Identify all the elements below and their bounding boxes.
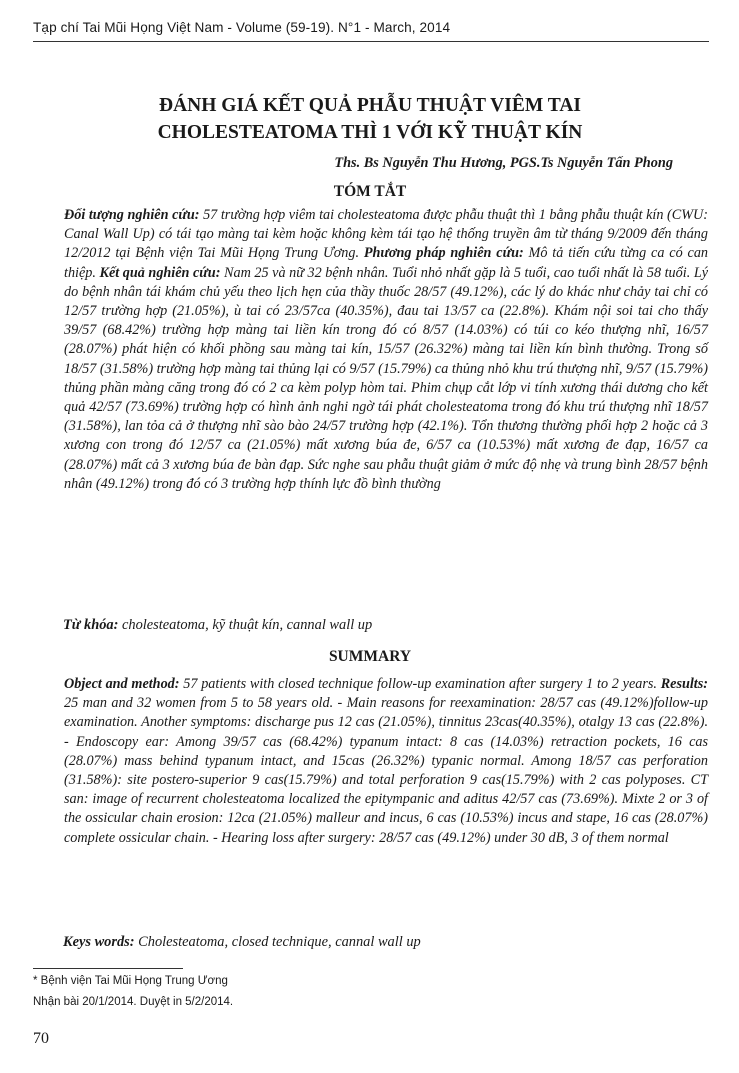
label-method-vi: Phương pháp nghiên cứu: <box>363 245 524 262</box>
abstract-vi-heading: TÓM TẮT <box>333 183 407 200</box>
text-method-vi: Mô tả tiến cứu từng ca có can thiệp. <box>64 245 709 281</box>
label-results-en: Results: <box>660 676 708 692</box>
header-divider <box>33 41 709 42</box>
text-object-en: 57 patients with closed technique follow-up examination after surgery 1 to 2 years. <box>179 676 661 692</box>
footnote-affiliation: * Bệnh viện Tai Mũi Họng Trung Ương <box>33 975 228 987</box>
text-object-vi: 57 trường hợp viêm tai cholesteatoma được phẫu thuật thì 1 bằng phẫu thuật kín (CWU: Canal Wall Up) có tái tạo màng tai kèm hoặc không kèm tái tạo hệ thống truyền âm từ tháng 9/2009 đến tháng 12/2012 tại Bệnh viện Tai Mũi Họng Trung Ương. <box>64 207 708 262</box>
author-names: Ths. Bs Nguyễn Thu Hương, PGS.Ts Nguyễn Tấn Phong <box>334 155 673 171</box>
footnote-dates: Nhận bài 20/1/2014. Duyệt in 5/2/2014. <box>33 996 234 1008</box>
label-object-vi: Đối tượng nghiên cứu: <box>64 207 200 223</box>
title-line-2: CHOLESTEATOMA THÌ 1 VỚI KỸ THUẬT KÍN <box>157 122 583 143</box>
authors <box>33 155 707 172</box>
abstract-vi-paragraph <box>54 206 708 494</box>
keywords-vi-label: Từ khóa: <box>63 617 119 633</box>
abstract-en-body <box>54 675 708 848</box>
footnote-divider <box>33 968 183 969</box>
text-results-vi: Nam 25 và nữ 32 bệnh nhân. Tuổi nhỏ nhất gặp là 5 tuổi, cao tuổi nhất là 58 tuổi. Lý do bệnh nhân tái khám chủ yếu theo lịch hẹn của thầy thuốc 28/57 (49.12%), các lý do khác như chảy tai chỉ có 12/57 trường hợp (21.05%), ù tai có 23/57ca (40.35%), đau tai 13/57 ca (22.8%). Khám nội soi tai cho thấy 39/57 (68.42%) trường hợp màng tai liền kín trong đó có 8/57 (14.03%) có túi co kéo thượng nhĩ, 16/57 (28.07%) phát hiện có khối phồng sau màng tai kín, 15/57 (26.32%) màng tai liền kín bình thường. Trong số 18/57 (31.58%) trường hợp màng tai thủng lại có 9/57 (15.79%) ca thủng nhỏ khu trú thượng nhĩ, 9/57 (15.79%) thủng phần màng căng trong đó có 2 ca kèm polyp hòm tai. Phim chụp cắt lớp vi tính xương thái dương cho kết quả 42/57 (73.69%) trường hợp có hình ảnh nghi ngờ tái phát cholesteatoma trong đó khu trú thượng nhĩ 18/57 (31.58%), lan tỏa cả ở thượng nhĩ sào bào 24/57 trường hợp (42.1%). Tổn thương thường phối hợp 2 hoặc cả 3 xương con trong đó 12/57 ca (21.05%) mất xương búa đe, 6/57 ca (10.53%) mất xương đe đạp, 16/57 ca (28.07%) mất cả 3 xương búa đe bàn đạp. Sức nghe sau phẫu thuật giảm ở mức độ nhẹ và trung bình 28/57 bệnh nhân (49.12%) trong đó có 3 trường hợp thính lực đồ bình thường <box>64 264 709 492</box>
abstract-vi-body <box>54 206 708 494</box>
label-object-en: Object and method: <box>64 676 180 692</box>
keywords-en-label: Keys words: <box>63 934 135 950</box>
journal-header: Tạp chí Tai Mũi Họng Việt Nam - Volume (59-19). N°1 - March, 2014 <box>33 20 451 35</box>
keywords-vi <box>63 617 703 634</box>
article-title <box>33 92 707 146</box>
keywords-vi-text: cholesteatoma, kỹ thuật kín, cannal wall up <box>118 617 373 633</box>
label-results-vi: Kết quả nghiên cứu: <box>99 264 221 281</box>
title-line-1: ĐÁNH GIÁ KẾT QUẢ PHẪU THUẬT VIÊM TAI <box>158 95 582 116</box>
keywords-en <box>63 934 703 951</box>
abstract-en-paragraph <box>54 675 708 848</box>
page-number: 70 <box>33 1030 49 1047</box>
summary-heading: SUMMARY <box>328 648 412 665</box>
keywords-en-text: Cholesteatoma, closed technique, cannal wall up <box>134 934 421 950</box>
text-results-en: 25 man and 32 women from 5 to 58 years old. - Main reasons for reexamination: 28/57 cas (49.12%)follow-up examination. Another symptoms: discharge pus 12 cas (21.05%), tinnitus 23cas(40.35%), otalgy 13 cas (22.8%). - Endoscopy ear: Among 39/57 cas (68.42%) typanum intact: 8 cas (14.03%) retraction pockets, 16 cas (28.07%) mass behind typanum intact, and 15cas (26.32%) typanic normal. Among 18/57 cas perforation (31.58%): site postero-superior 9 cas(15.79%) and total perforation 9 cas(15.79%) with 2 cas polyposes. CT san: image of recurrent cholesteatoma localized the epitympanic and aditus 42/57 cas (73.69%). Mixte 2 or 3 of the ossicular chain erosion: 12ca (21.05%) malleur and incus, 6 cas (10.53%) incus and stape, 16 cas (28.07%) complete ossicular chain. - Hearing loss after surgery: 28/57 cas (49.12%) under 30 dB, 3 of them normal <box>64 695 708 846</box>
